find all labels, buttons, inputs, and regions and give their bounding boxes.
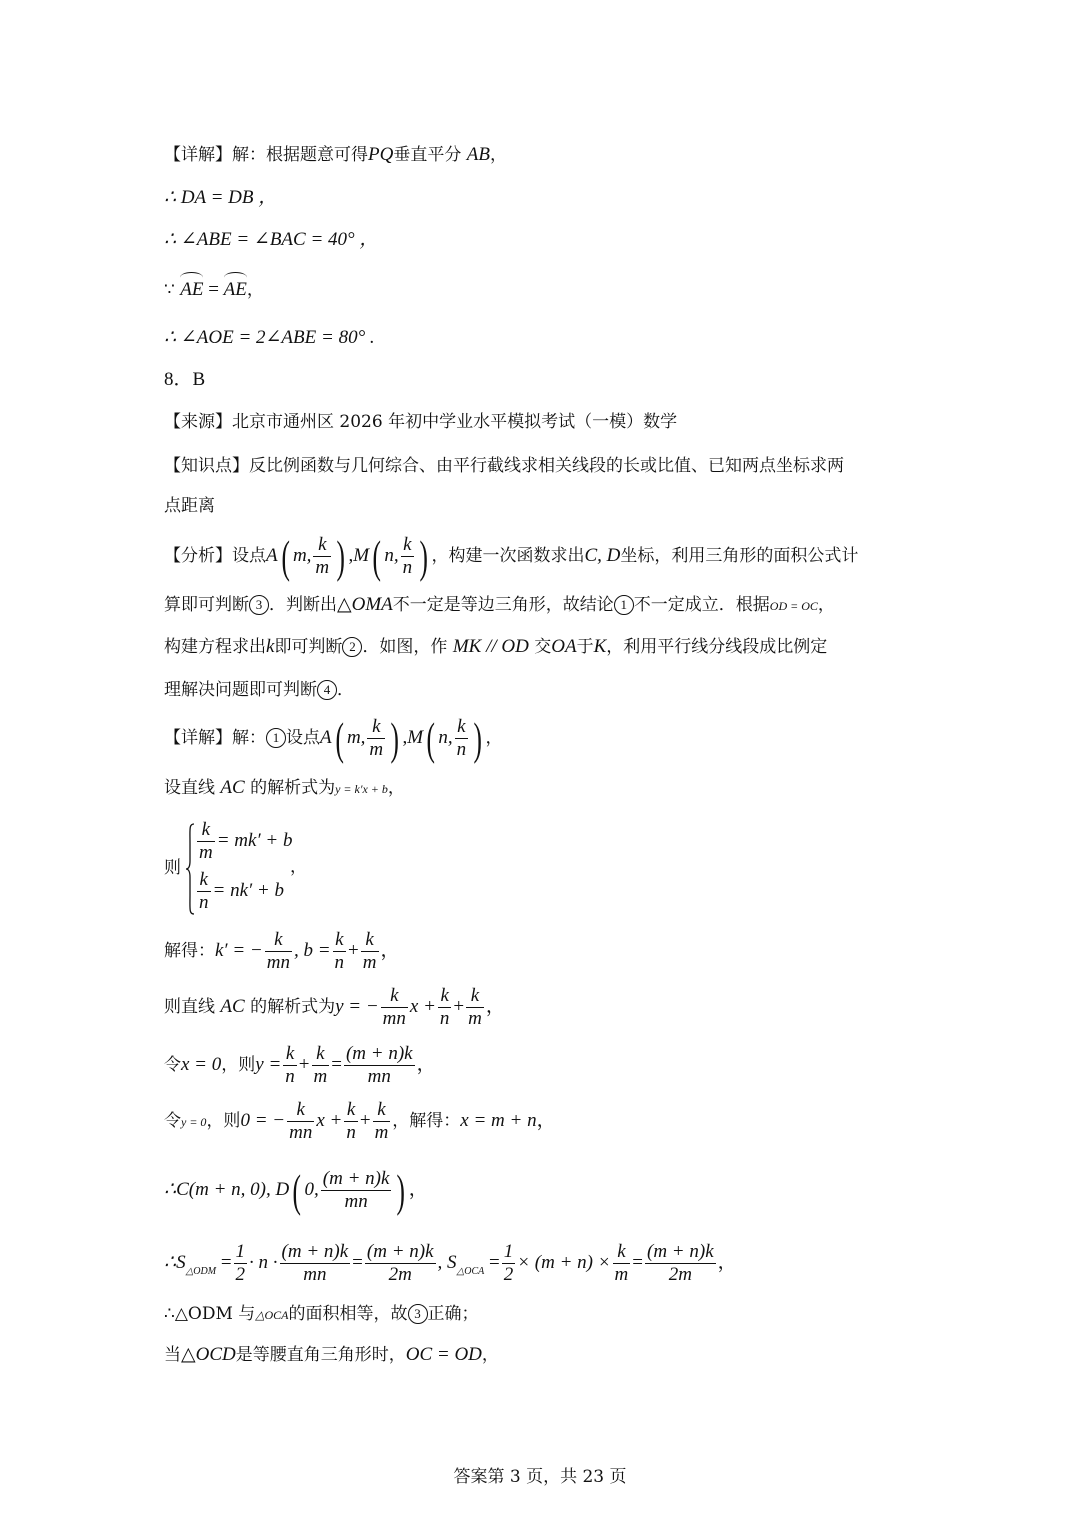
denominator: 2m — [388, 1264, 412, 1285]
denominator: 2 — [503, 1264, 514, 1285]
text: 【详解】解：根据题意可得 — [164, 145, 368, 165]
denominator: n — [285, 1066, 295, 1087]
fraction — [283, 1043, 297, 1088]
numerator: k — [438, 985, 452, 1008]
circle-number: 1 — [266, 728, 286, 748]
last-line — [164, 1343, 920, 1367]
text: ．如图，作 — [362, 637, 448, 657]
denominator: m — [362, 952, 377, 973]
numerator: (m + n)k — [366, 1241, 434, 1262]
denominator: 2m — [668, 1264, 692, 1285]
fraction — [265, 929, 292, 974]
math: m, — [346, 727, 366, 748]
math-ab: AB — [466, 144, 490, 165]
math-ac: AC — [220, 996, 245, 1017]
math: m, — [292, 545, 312, 566]
analysis-line-4 — [164, 678, 920, 702]
fraction — [455, 716, 469, 761]
text: 坐标，利用三角形的面积公式计 — [620, 546, 859, 566]
fraction — [365, 1241, 436, 1286]
text: ，则 — [221, 1055, 256, 1075]
text: 令 — [164, 1111, 181, 1131]
math: y = 0 — [181, 1115, 207, 1129]
math: x = m + n — [460, 1110, 537, 1131]
numerator: k — [312, 1043, 330, 1066]
numerator: k — [361, 929, 379, 952]
numerator: k — [367, 716, 385, 739]
detail-line-1: 【详解】解： 1 设点A( m, $\frac{k}{m}$ ) ,M( n, $\frac{k}{n}$ ) ， — [164, 712, 503, 764]
math-equation: = mk′ + b — [216, 830, 293, 851]
fraction — [313, 534, 331, 579]
arc-ae: AE — [180, 279, 204, 300]
denominator: mn — [344, 1191, 368, 1212]
math: n, — [438, 727, 453, 748]
cd-coordinates-line: ∴C(m + n, 0), D( 0, $\frac{(m + n)k}{mn}$ ) ， — [164, 1164, 428, 1216]
math-m: M — [353, 545, 370, 566]
numerator: k — [455, 716, 469, 739]
fraction — [234, 1241, 248, 1286]
denominator: m — [369, 739, 384, 760]
fraction — [613, 1241, 631, 1286]
text: 理解决问题即可判断 — [164, 680, 317, 700]
analysis-line-2 — [164, 593, 920, 618]
text: 于 — [576, 637, 594, 657]
text: 正确； — [427, 1304, 479, 1324]
subscript: △OCA — [456, 1266, 485, 1277]
text: ∴△ODM 与 — [164, 1304, 256, 1324]
fraction — [321, 1168, 392, 1213]
denominator: m — [468, 1008, 482, 1029]
denominator: mn — [289, 1122, 313, 1143]
subscript: △ODM — [185, 1266, 217, 1277]
denominator: mn — [266, 952, 290, 973]
fraction — [401, 534, 415, 579]
fraction — [312, 1043, 330, 1088]
math: k′ = − — [215, 940, 263, 961]
denominator: mn — [367, 1066, 391, 1087]
math-ac: AC — [220, 777, 245, 798]
page-footer: 答案第 3 页，共 23 页 — [453, 1467, 627, 1487]
math-ocd: △OCD — [181, 1344, 236, 1365]
math-cd: C, D — [584, 545, 621, 566]
arc-ae: AE — [223, 279, 247, 300]
fraction — [344, 1043, 415, 1088]
fraction — [333, 929, 347, 974]
text: ，解得： — [392, 1111, 461, 1131]
text: 构建方程求出 — [164, 637, 266, 657]
analysis-line-1: 【分析】设点A( m, $\frac{k}{m}$ ) ,M( n, $\frac{k}{n}$ ) ，构建一次函数求出C, D坐标，利用三角形的面积公式计 — [164, 530, 859, 582]
let-x-zero-line: 令x = 0，则y = $\frac{k}{n}$ + $\frac{k}{m}$ = $\frac{(m + n)k}{mn}$ ， — [164, 1043, 436, 1087]
fraction — [280, 1241, 351, 1286]
fraction — [361, 929, 379, 974]
text: 垂直平分 — [393, 145, 462, 165]
math: , b = — [293, 940, 331, 961]
math-a: A — [266, 545, 278, 566]
fraction — [197, 869, 211, 914]
text: 设点 — [232, 546, 266, 566]
fraction — [466, 985, 484, 1030]
math-oma: △OMA — [337, 594, 393, 615]
fraction — [438, 985, 452, 1030]
numerator: (m + n)k — [345, 1043, 413, 1064]
math: x = 0 — [181, 1054, 222, 1075]
text: ，利用平行线分线段成比例定 — [606, 637, 828, 657]
line-ac-setup — [164, 776, 920, 801]
let-y-zero-line: 令y = 0，则0 = − $\frac{k}{mn}$ x + $\frac{k}{n}$ + $\frac{k}{m}$ ，解得：x = m + n， — [164, 1099, 556, 1143]
fraction — [645, 1241, 716, 1286]
text: 解得： — [164, 941, 215, 961]
text: 的解析式为 — [250, 778, 336, 798]
math-od-oc: OD = OC — [769, 599, 818, 613]
because-symbol: ∵ — [164, 280, 175, 300]
paren: ) — [419, 530, 429, 582]
text: 是等腰直角三角形时， — [235, 1345, 406, 1365]
knowledge-label: 【知识点】 — [164, 456, 249, 476]
source-text: 北京市通州区 2026 年初中学业水平模拟考试（一模）数学 — [232, 412, 678, 432]
denominator: n — [402, 557, 413, 578]
text: ． — [337, 680, 354, 700]
math-pq: PQ — [368, 144, 394, 165]
math-oa: OA — [551, 636, 577, 657]
numerator: k — [287, 1099, 314, 1122]
numerator: k — [373, 1099, 391, 1122]
knowledge-line — [164, 454, 920, 478]
numerator: k — [265, 929, 292, 952]
circle-number: 3 — [249, 595, 269, 615]
denominator: n — [199, 892, 209, 913]
denominator: n — [456, 739, 467, 760]
question-8-answer: 8．B — [164, 369, 206, 390]
fraction — [287, 1099, 314, 1144]
solution-line-2: ∴ DA = DB ， — [164, 187, 278, 208]
denominator: n — [439, 1008, 450, 1029]
area-equal-line — [164, 1302, 920, 1327]
circle-number: 2 — [342, 637, 362, 657]
solution-line-1 — [164, 143, 920, 167]
detail-label: 【详解】解： — [164, 728, 266, 748]
text: 的面积相等，故 — [288, 1304, 408, 1324]
text: 的解析式为 — [250, 997, 336, 1017]
math-oc-od: OC = OD — [405, 1344, 482, 1365]
circle-number: 3 — [408, 1304, 428, 1324]
numerator: k — [283, 1043, 297, 1066]
numerator: k — [466, 985, 484, 1008]
numerator: 1 — [503, 1241, 514, 1262]
text: ．判断出 — [269, 595, 337, 615]
analysis-line-3 — [164, 635, 920, 659]
text: ，则 — [206, 1111, 241, 1131]
math-a: A — [320, 727, 332, 748]
denominator: n — [346, 1122, 356, 1143]
text: 设点 — [286, 728, 320, 748]
solution-line-5: ∴ ∠AOE = 2∠ABE = 80° . — [164, 327, 375, 348]
paren: ) — [336, 530, 346, 582]
fraction — [367, 716, 385, 761]
math-d: D — [275, 1179, 290, 1200]
math-k-point: K — [593, 636, 607, 657]
knowledge-text: 反比例函数与几何综合、由平行截线求相关线段的长或比值、已知两点坐标求两 — [249, 456, 844, 476]
text: 不一定是等边三角形，故结论 — [392, 595, 614, 615]
numerator: k — [381, 985, 408, 1008]
text: 令 — [164, 1055, 181, 1075]
text: 当 — [164, 1345, 181, 1365]
math-k: k — [266, 636, 275, 657]
text: ， — [387, 778, 405, 798]
numerator: k — [401, 534, 415, 557]
solution-line-4 — [164, 278, 920, 302]
text: = — [203, 279, 224, 300]
fraction — [381, 985, 408, 1030]
area-line: $\therefore S_{\triangle ODM}$ = $\frac{1}{2}$ · n · $\frac{(m + n)k}{mn}$ = $\frac{(m + n)k}{2m}$ , $S_{\triangle OCA}$ = $\frac{1}{2}$ × (m + n) × $\frac{k}{m}$ = $\frac{(m + n)k}{2m}$ ， — [164, 1241, 737, 1285]
text: 即可判断 — [274, 637, 343, 657]
numerator: k — [313, 534, 331, 557]
math: n, — [384, 545, 399, 566]
denominator: m — [374, 1122, 389, 1143]
text: 设直线 — [164, 778, 215, 798]
therefore-symbol: ∴ — [164, 1179, 177, 1200]
denominator: m — [199, 842, 213, 863]
math-mk-od: MK // OD — [452, 636, 529, 657]
math-m: M — [407, 727, 424, 748]
numerator: 1 — [235, 1241, 246, 1262]
system-end: ， — [290, 857, 307, 877]
math-c: C — [176, 1179, 189, 1200]
text: ， — [485, 728, 503, 748]
denominator: m — [614, 1264, 629, 1285]
numerator: (m + n)k — [647, 1241, 714, 1262]
math-s: S — [176, 1252, 186, 1273]
plus: + — [348, 940, 359, 961]
math-equation: y = k′x + b — [335, 782, 388, 796]
numerator: k — [197, 869, 211, 892]
numerator: (m + n)k — [322, 1168, 390, 1189]
fraction — [502, 1241, 516, 1286]
denominator: mn — [382, 1008, 406, 1029]
text: ， — [489, 145, 507, 165]
text: ， — [817, 595, 835, 615]
numerator: k — [613, 1241, 631, 1264]
numerator: k — [333, 929, 347, 952]
text: ， — [246, 280, 264, 300]
math-oca: △OCA — [255, 1308, 289, 1322]
analysis-label: 【分析】 — [164, 546, 232, 566]
text: ， — [481, 1345, 499, 1365]
therefore-symbol: ∴ — [164, 1252, 177, 1273]
numerator: k — [197, 819, 215, 842]
text: ，构建一次函数求出 — [431, 546, 585, 566]
denominator: m — [313, 1066, 328, 1087]
ac-equation-line: 则直线 AC 的解析式为y = − $\frac{k}{mn}$ x + $\frac{k}{n}$ + $\frac{k}{m}$ ， — [164, 985, 505, 1029]
knowledge-line-2: 点距离 — [164, 496, 215, 516]
math-equation: = nk′ + b — [212, 880, 284, 901]
denominator: 2 — [235, 1264, 246, 1285]
source-label: 【来源】 — [164, 412, 232, 432]
solution-line-3: ∴ ∠ABE = ∠BAC = 40° ， — [164, 229, 379, 250]
fraction — [373, 1099, 391, 1144]
solve-line: 解得：k′ = − $\frac{k}{mn}$ , b = $\frac{k}{n}$ + $\frac{k}{m}$ ， — [164, 929, 400, 973]
numerator: k — [344, 1099, 358, 1122]
text: 则直线 — [164, 997, 215, 1017]
paren: ( — [281, 530, 290, 582]
denominator: mn — [303, 1264, 327, 1285]
fraction — [344, 1099, 358, 1144]
text: 交 — [534, 637, 552, 657]
fraction — [197, 819, 215, 864]
text: 不一定成立．根据 — [633, 595, 770, 615]
circle-number: 1 — [614, 595, 634, 615]
system-label: 则 — [164, 858, 181, 878]
paren: ( — [372, 530, 381, 582]
denominator: m — [315, 557, 330, 578]
circle-number: 4 — [317, 680, 337, 700]
denominator: n — [334, 952, 345, 973]
numerator: (m + n)k — [281, 1241, 349, 1262]
text: 算即可判断 — [164, 595, 249, 615]
source-line — [164, 410, 920, 434]
